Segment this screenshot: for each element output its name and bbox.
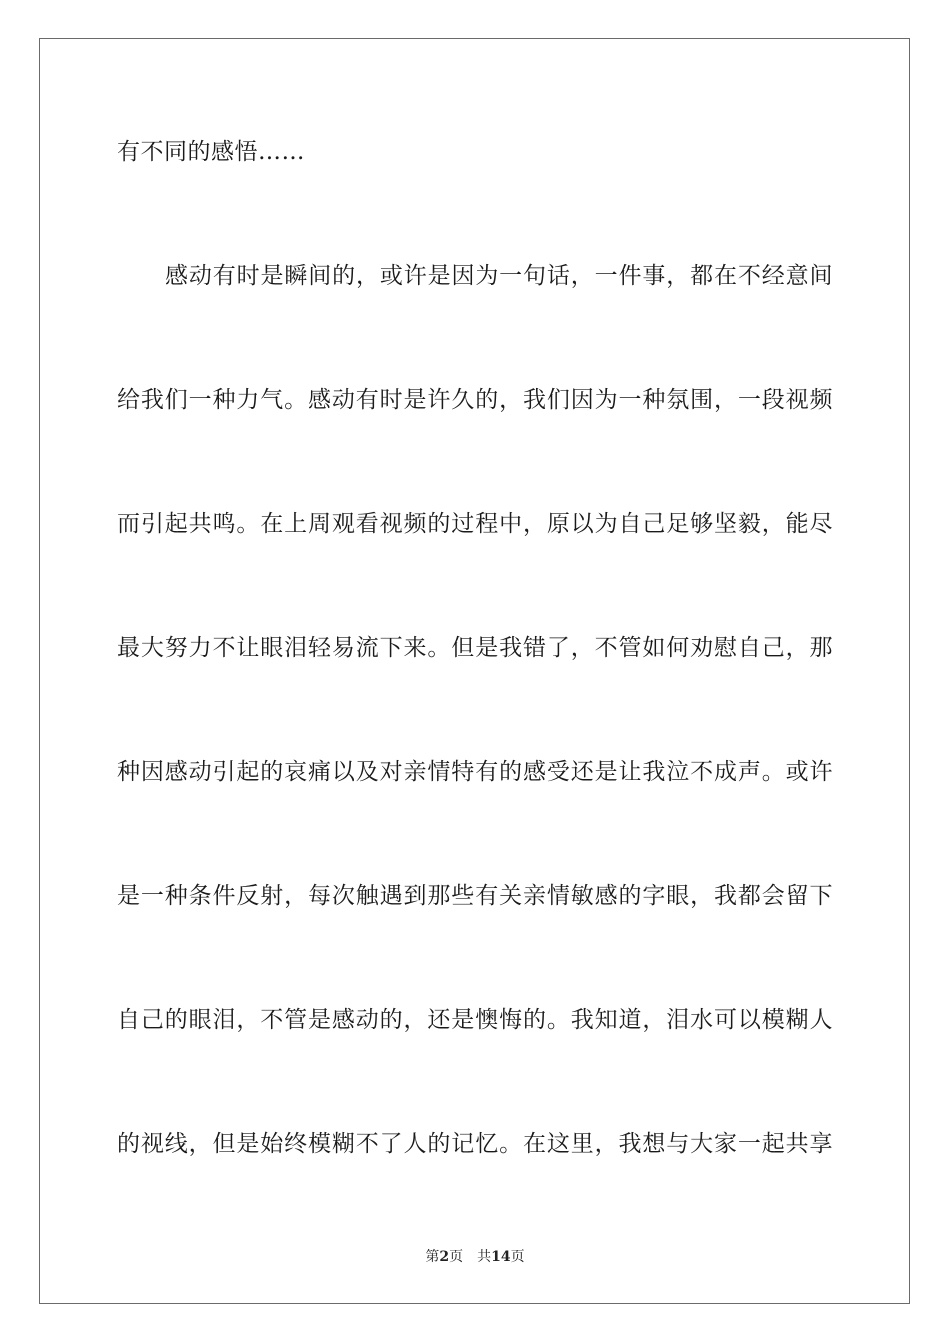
text-line-9: 的视线，但是始终模糊不了人的记忆。在这里，我想与大家一起共享 [117,1131,833,1157]
page-footer [0,1248,950,1266]
text-line-1: 有不同的感悟…… [117,139,305,165]
text-line-6: 种因感动引起的哀痛以及对亲情特有的感受还是让我泣不成声。或许 [117,759,833,785]
total-prefix: 共 [477,1249,492,1265]
total-suffix: 页 [510,1249,525,1265]
text-line-2: 感动有时是瞬间的，或许是因为一句话，一件事，都在不经意间 [165,263,833,289]
text-line-5: 最大努力不让眼泪轻易流下来。但是我错了，不管如何劝慰自己，那 [117,635,833,661]
text-line-8: 自己的眼泪，不管是感动的，还是懊悔的。我知道，泪水可以模糊人 [117,1007,833,1033]
page-prefix: 第 [425,1249,440,1265]
text-line-7: 是一种条件反射，每次触遇到那些有关亲情敏感的字眼，我都会留下 [117,883,833,909]
page-suffix: 页 [449,1249,464,1265]
total-pages: 14 [491,1249,511,1265]
text-line-3: 给我们一种力气。感动有时是许久的，我们因为一种氛围，一段视频 [117,387,833,413]
text-line-4: 而引起共鸣。在上周观看视频的过程中，原以为自己足够坚毅，能尽 [117,511,833,537]
page-border [39,38,910,1304]
page-number: 2 [439,1249,450,1265]
